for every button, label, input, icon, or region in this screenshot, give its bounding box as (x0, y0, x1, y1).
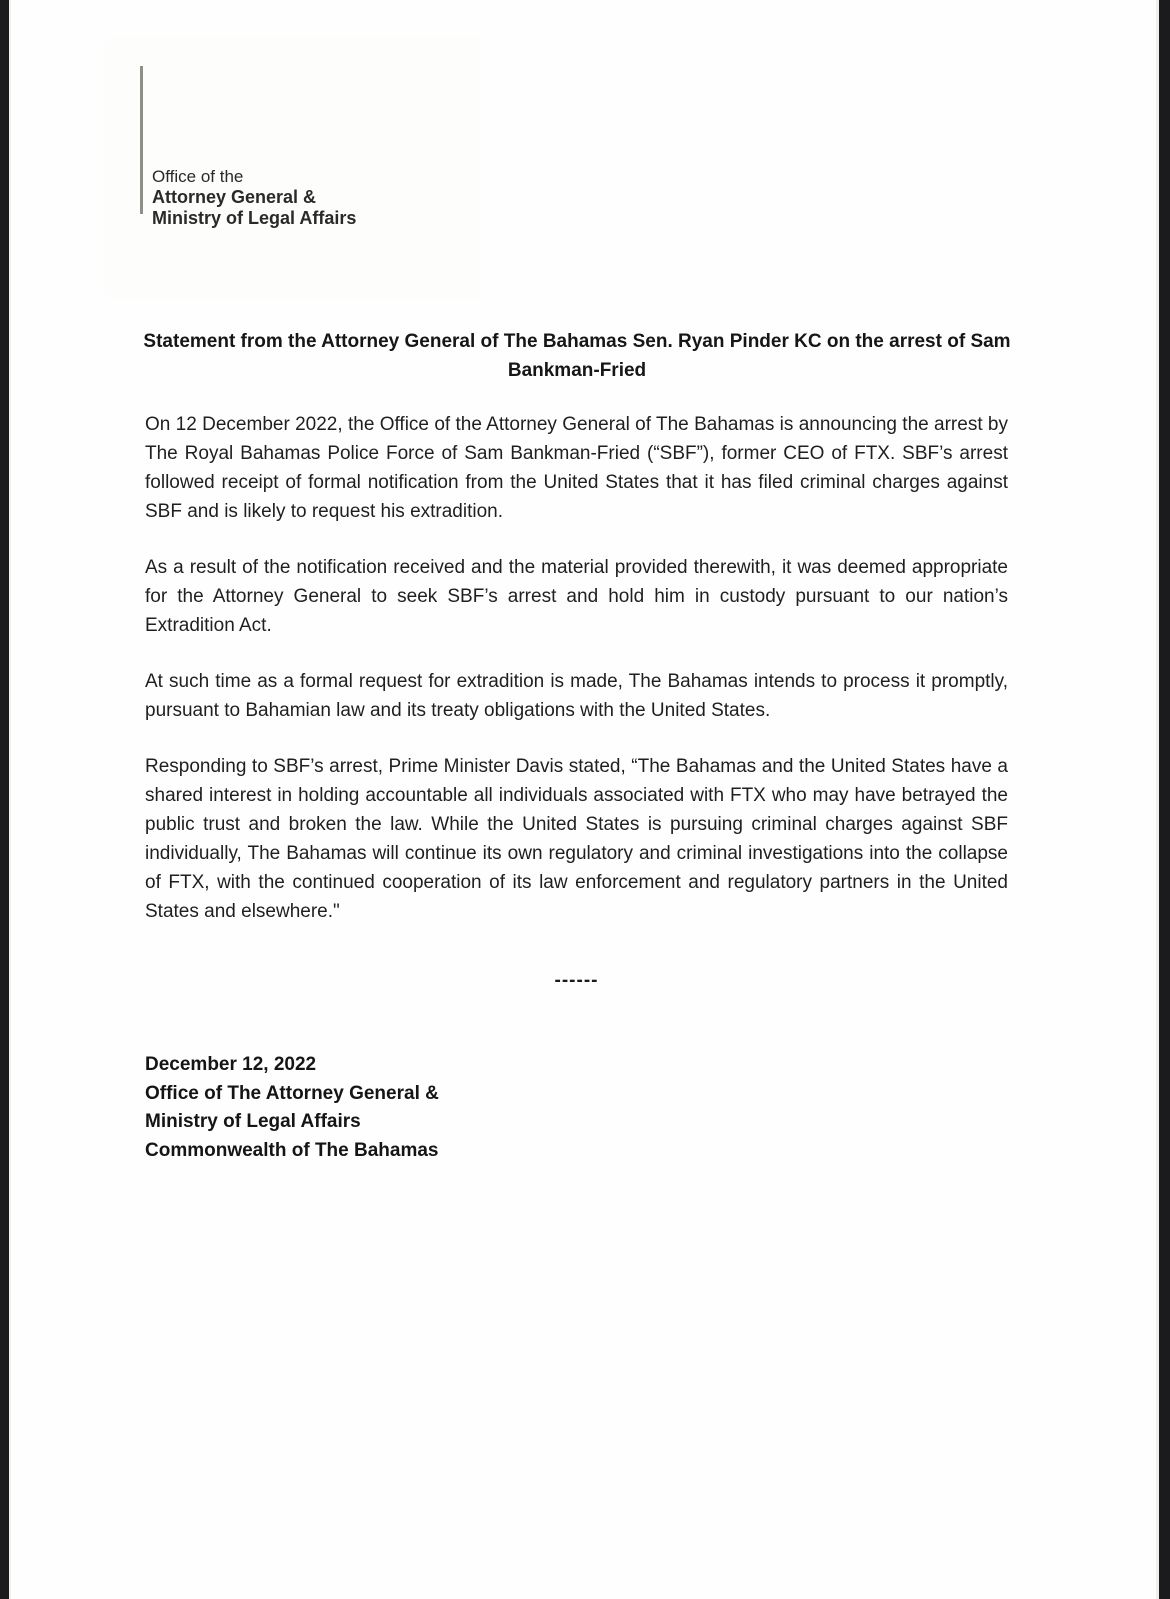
signoff-commonwealth: Commonwealth of The Bahamas (145, 1139, 439, 1161)
paragraph-extradition: At such time as a formal request for extradition is made, The Bahamas intends to process it promptly, pursuant to Bahamian law and its treaty obligations with the United States. (145, 671, 1008, 721)
letterhead-org-name (152, 166, 356, 229)
signoff-ministry: Ministry of Legal Affairs (145, 1111, 361, 1132)
paragraph-announcement: On 12 December 2022, the Office of the Attorney General of The Bahamas is announcing the arrest by The Royal Bahamas Police Force of Sam Bankman-Fried (“SBF”), former CEO of FTX. SBF’s arrest followed receipt of formal notification from the United States that it has filed criminal charges against SBF and is likely to request his extradition. (145, 414, 1008, 522)
scan-edge-left (0, 0, 11, 1599)
document-body (143, 327, 1011, 1165)
org-name-line-3: Ministry of Legal Affairs (152, 208, 357, 228)
signoff-office: Office of The Attorney General & (145, 1082, 439, 1104)
org-name-line-1: Office of the (152, 167, 244, 186)
signoff-date: December 12, 2022 (145, 1054, 317, 1075)
scan-edge-right (1156, 0, 1170, 1599)
paragraph-custody: As a result of the notification received and the material provided therewith, it was deemed appropriate for the Attorney General to seek SBF’s arrest and hold him in custody pursuant to our nation’s Extradition Act. (145, 557, 1008, 636)
letterhead (140, 58, 356, 229)
org-name-line-2: Attorney General & (152, 187, 317, 207)
signoff-block (145, 1051, 1008, 1165)
document-title: Statement from the Attorney General of The Bahamas Sen. Ryan Pinder KC on the arrest of Sam Bankman-Fried (143, 331, 1011, 381)
separator-dashes: ------ (554, 970, 599, 991)
paragraph-pm-quote: Responding to SBF’s arrest, Prime Minister Davis stated, “The Bahamas and the United States have a shared interest in holding accountable all individuals associated with FTX who may have betrayed the public trust and broken the law. While the United States is pursuing criminal charges against SBF individually, The Bahamas will continue its own regulatory and criminal investigations into the collapse of FTX, with the continued cooperation of its law enforcement and regulatory partners in the United States and elsewhere." (145, 756, 1008, 922)
letterhead-divider (140, 66, 143, 214)
